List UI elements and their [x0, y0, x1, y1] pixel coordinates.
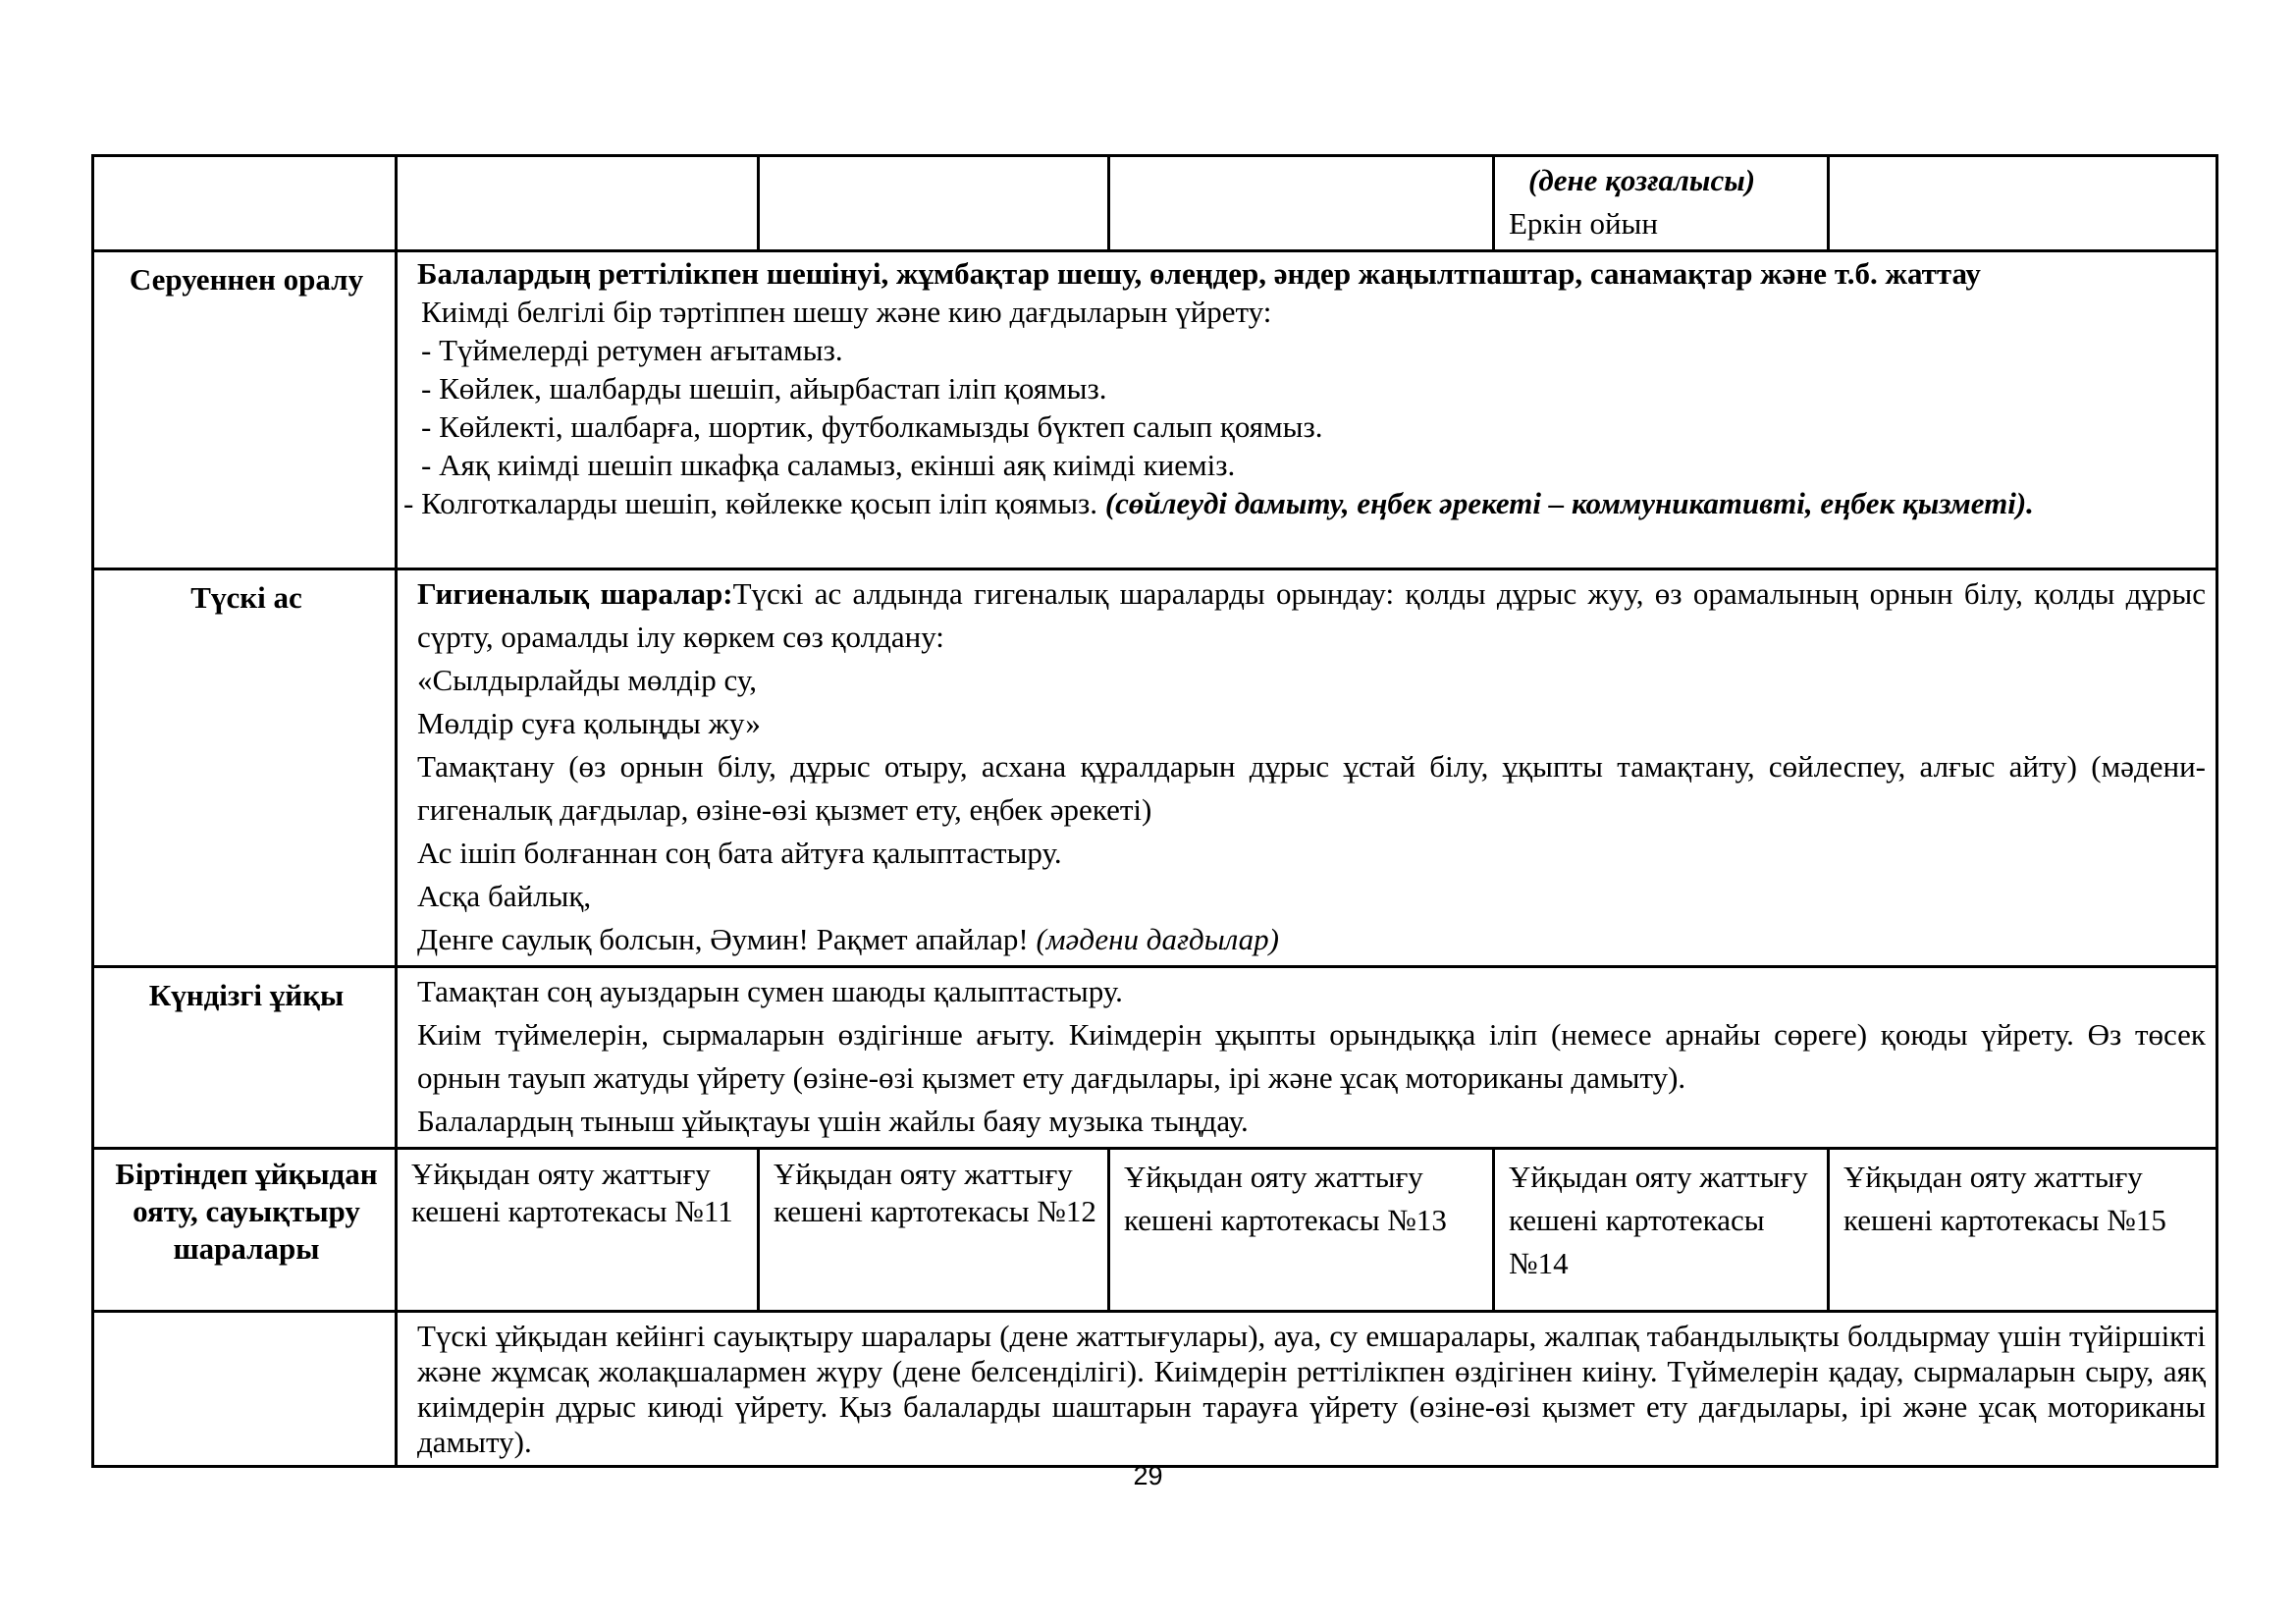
- table-cell: Ұйқыдан ояту жаттығу кешені картотекасы №11: [397, 1149, 759, 1312]
- paragraph: Түскі ұйқыдан кейінгі сауықтыру шаралары (дене жаттығулары), ауа, су емшаралары, жалпақ табандылықты болдырмау үшін түйіршікті және жұмсақ жолақшалармен жүру (дене белсенділігі). Киімдерін реттілікпен өздігінен киіну. Түймелерін қадау, сырмаларын сыру, аяқ киімдерін дұрыс киюді үйрету. Қыз балаларды шаштарын тарауға үйрету (өзіне-өзі қызмет ету дағдылары, ірі және ұсақ моториканы дамыту).: [417, 1319, 2206, 1459]
- table-row: [93, 1312, 2217, 1467]
- list-item-text: - Колготкаларды шешіп, көйлекке қосып іліп қоямыз.: [403, 486, 1105, 520]
- cell-note: (мәдени дағдылар): [1036, 922, 1279, 956]
- table-row: [93, 569, 2217, 967]
- list-item: - Аяқ киімді шешіп шкафқа саламыз, екінші аяқ киімді киеміз.: [421, 448, 1236, 482]
- table-row: [93, 967, 2217, 1149]
- row-label: Біртіндеп ұйқыдан ояту, сауықтыру шаралары: [93, 1149, 397, 1312]
- hygiene-label: Гигиеналық шаралар:: [417, 576, 733, 611]
- table-row: [93, 251, 2217, 569]
- table-row: [93, 1149, 2217, 1312]
- row-label: Күндізгі ұйқы: [93, 967, 397, 1149]
- table-cell: Ұйқыдан ояту жаттығу кешені картотекасы №14: [1494, 1149, 1829, 1312]
- list-item: [403, 484, 2206, 522]
- table-cell: Ұйқыдан ояту жаттығу кешені картотекасы №13: [1109, 1149, 1494, 1312]
- cell-text: Балалардың тыныш ұйықтауы үшін жайлы баяу музыка тыңдау.: [417, 1104, 1249, 1138]
- poem-line: Мөлдір суға қолыңды жу»: [417, 706, 761, 740]
- table-cell: [397, 156, 759, 251]
- cell-text: Ас ішіп болғаннан соң бата айтуға қалыптастыру.: [417, 836, 1062, 870]
- cell-text: Тамақтан соң ауыздарын сумен шаюды қалыптастыру.: [417, 974, 1123, 1008]
- poem-line-text: Денге саулық болсын, Әумин! Рақмет апайлар!: [417, 922, 1037, 956]
- paragraph: Тамақтану (өз орнын білу, дұрыс отыру, асхана құралдарын дұрыс ұстай білу, ұқыпты тамақтану, сөйлеспеу, алғыс айту) (мәдени-гигеналық дағдылар, өзіне-өзі қызмет ету, еңбек әрекеті): [417, 749, 2206, 827]
- table-cell: Ұйқыдан ояту жаттығу кешені картотекасы №12: [759, 1149, 1109, 1312]
- table-cell: [93, 1312, 397, 1467]
- row-label: Серуеннен оралу: [93, 251, 397, 569]
- table-row: [93, 156, 2217, 251]
- table-cell: [1109, 156, 1494, 251]
- poem-line: [417, 918, 2206, 961]
- table-cell: [1829, 156, 2217, 251]
- page-number: 29: [1133, 1461, 1163, 1490]
- table-cell: [93, 156, 397, 251]
- paragraph-text: Түскі ас алдында гигеналық шараларды орындау: қолды дұрыс жуу, өз орамалының орнын білу, қолды дұрыс сүрту, орамалды ілу көркем сөз қолдану:: [417, 576, 2206, 654]
- table-cell: [397, 251, 2217, 569]
- row-label: Түскі ас: [93, 569, 397, 967]
- cell-note: (дене қозғалысы): [1528, 163, 1756, 197]
- table-cell: [397, 569, 2217, 967]
- paragraph: Киім түймелерін, сырмаларын өздігінше ағыту. Киімдерін ұқыпты орындыққа іліп (немесе арнайы сөреге) қоюды үйрету. Өз төсек орнын тауып жатуды үйрету (өзіне-өзі қызмет ету дағдылары, ірі және ұсақ моториканы дамыту).: [417, 1017, 2206, 1095]
- list-item: - Көйлекті, шалбарға, шортик, футболкамызды бүктеп салып қоямыз.: [421, 409, 1323, 444]
- poem-line: Асқа байлық,: [417, 879, 592, 913]
- schedule-table: [91, 154, 2218, 1468]
- list-item: - Көйлек, шалбарды шешіп, айырбастап іліп қоямыз.: [421, 371, 1107, 406]
- table-cell: [397, 967, 2217, 1149]
- table-cell: [1494, 156, 1829, 251]
- list-item: - Түймелерді ретумен ағытамыз.: [421, 333, 843, 367]
- poem-line: «Сылдырлайды мөлдір су,: [417, 663, 758, 697]
- cell-text: Киімді белгілі бір тәртіппен шешу және кию дағдыларын үйрету:: [421, 295, 1272, 329]
- table-cell: [759, 156, 1109, 251]
- cell-text: Еркін ойын: [1509, 206, 1658, 241]
- paragraph: [417, 572, 2206, 659]
- section-heading: Балалардың реттілікпен шешінуі, жұмбақтар шешу, өлеңдер, әндер жаңылтпаштар, санамақтар және т.б. жаттау: [417, 256, 1981, 291]
- table-cell: Ұйқыдан ояту жаттығу кешені картотекасы №15: [1829, 1149, 2217, 1312]
- cell-note: (сөйлеуді дамыту, еңбек әрекеті – коммуникативті, еңбек қызметі).: [1104, 486, 2034, 520]
- table-cell: [397, 1312, 2217, 1467]
